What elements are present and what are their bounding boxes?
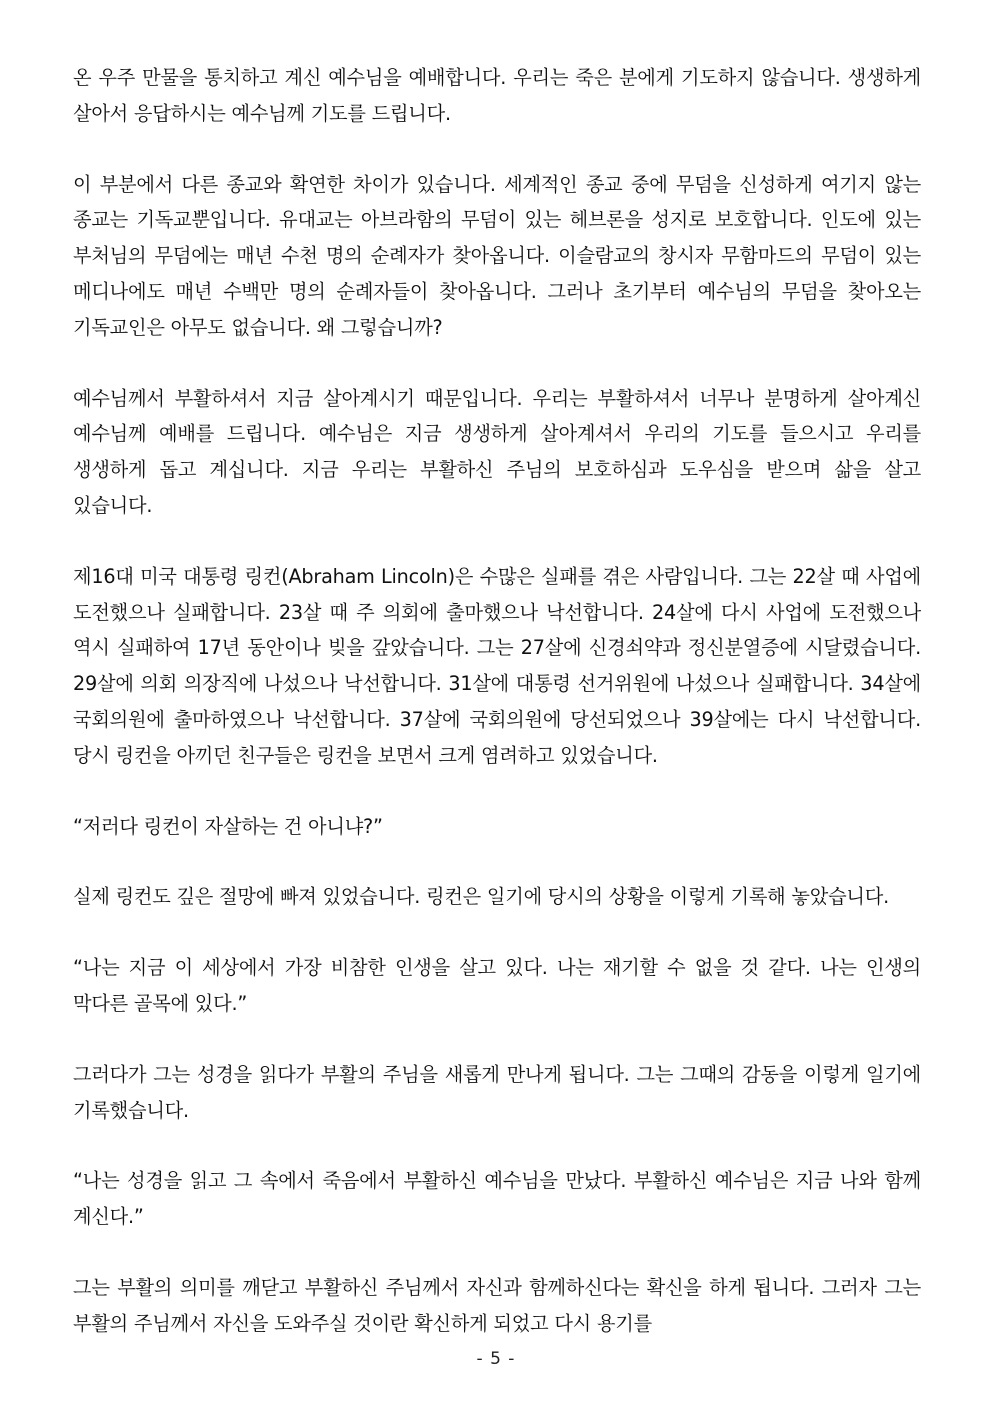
document-body xyxy=(73,60,921,1377)
quote-paragraph: “저러다 링컨이 자살하는 건 아니냐?” xyxy=(73,814,383,838)
paragraph: 그는 부활의 의미를 깨닫고 부활하신 주님께서 자신과 함께하신다는 확신을 하게 됩니다. 그러자 그는 부활의 주님께서 자신을 도와주실 것이란 확신하게 되었고 다시 용기를 xyxy=(73,1275,921,1335)
paragraph: 제16대 미국 대통령 링컨(Abraham Lincoln)은 수많은 실패를 겪은 사람입니다. 그는 22살 때 사업에 도전했으나 실패합니다. 23살 때 주 의회에 출마했으나 낙선합니다. 24살에 다시 사업에 도전했으나 역시 실패하여 17년 동안이나 빚을 갚았습니다. 그는 27살에 신경쇠약과 정신분열증에 시달렸습니다. 29살에 의회 의장직에 나섰으나 낙선합니다. 31살에 대통령 선거위원에 나섰으나 실패합니다. 34살에 국회의원에 출마하였으나 낙선합니다. 37살에 국회의원에 당선되었으나 39살에는 다시 낙선합니다. 당시 링컨을 아끼던 친구들은 링컨을 보면서 크게 염려하고 있었습니다. xyxy=(73,564,921,767)
paragraph: 실제 링컨도 깊은 절망에 빠져 있었습니다. 링컨은 일기에 당시의 상황을 이렇게 기록해 놓았습니다. xyxy=(73,885,889,909)
paragraph: 온 우주 만물을 통치하고 계신 예수님을 예배합니다. 우리는 죽은 분에게 기도하지 않습니다. 생생하게 살아서 응답하시는 예수님께 기도를 드립니다. xyxy=(73,66,921,125)
paragraph: 그러다가 그는 성경을 읽다가 부활의 주님을 새롭게 만나게 됩니다. 그는 그때의 감동을 이렇게 일기에 기록했습니다. xyxy=(73,1062,921,1122)
quote-paragraph: “나는 성경을 읽고 그 속에서 죽음에서 부활하신 예수님을 만났다. 부활하신 예수님은 지금 나와 함께 계신다.” xyxy=(73,1169,921,1229)
paragraph: 이 부분에서 다른 종교와 확연한 차이가 있습니다. 세계적인 종교 중에 무덤을 신성하게 여기지 않는 종교는 기독교뿐입니다. 유대교는 아브라함의 무덤이 있는 헤브론을 성지로 보호합니다. 인도에 있는 부처님의 무덤에는 매년 수천 명의 순례자가 찾아옵니다. 이슬람교의 창시자 무함마드의 무덤이 있는 메디나에도 매년 수백만 명의 순례자들이 찾아옵니다. 그러나 초기부터 예수님의 무덤을 찾아오는 기독교인은 아무도 없습니다. 왜 그렇습니까? xyxy=(73,172,921,339)
quote-paragraph: “나는 지금 이 세상에서 가장 비참한 인생을 살고 있다. 나는 재기할 수 없을 것 같다. 나는 인생의 막다른 골목에 있다.” xyxy=(73,956,921,1015)
paragraph: 예수님께서 부활하셔서 지금 살아계시기 때문입니다. 우리는 부활하셔서 너무나 분명하게 살아계신 예수님께 예배를 드립니다. 예수님은 지금 생생하게 살아계셔서 우리의 기도를 들으시고 우리를 생생하게 돕고 계십니다. 지금 우리는 부활하신 주님의 보호하심과 도우심을 받으며 삶을 살고 있습니다. xyxy=(73,386,921,517)
page-number: - 5 - xyxy=(476,1349,516,1369)
